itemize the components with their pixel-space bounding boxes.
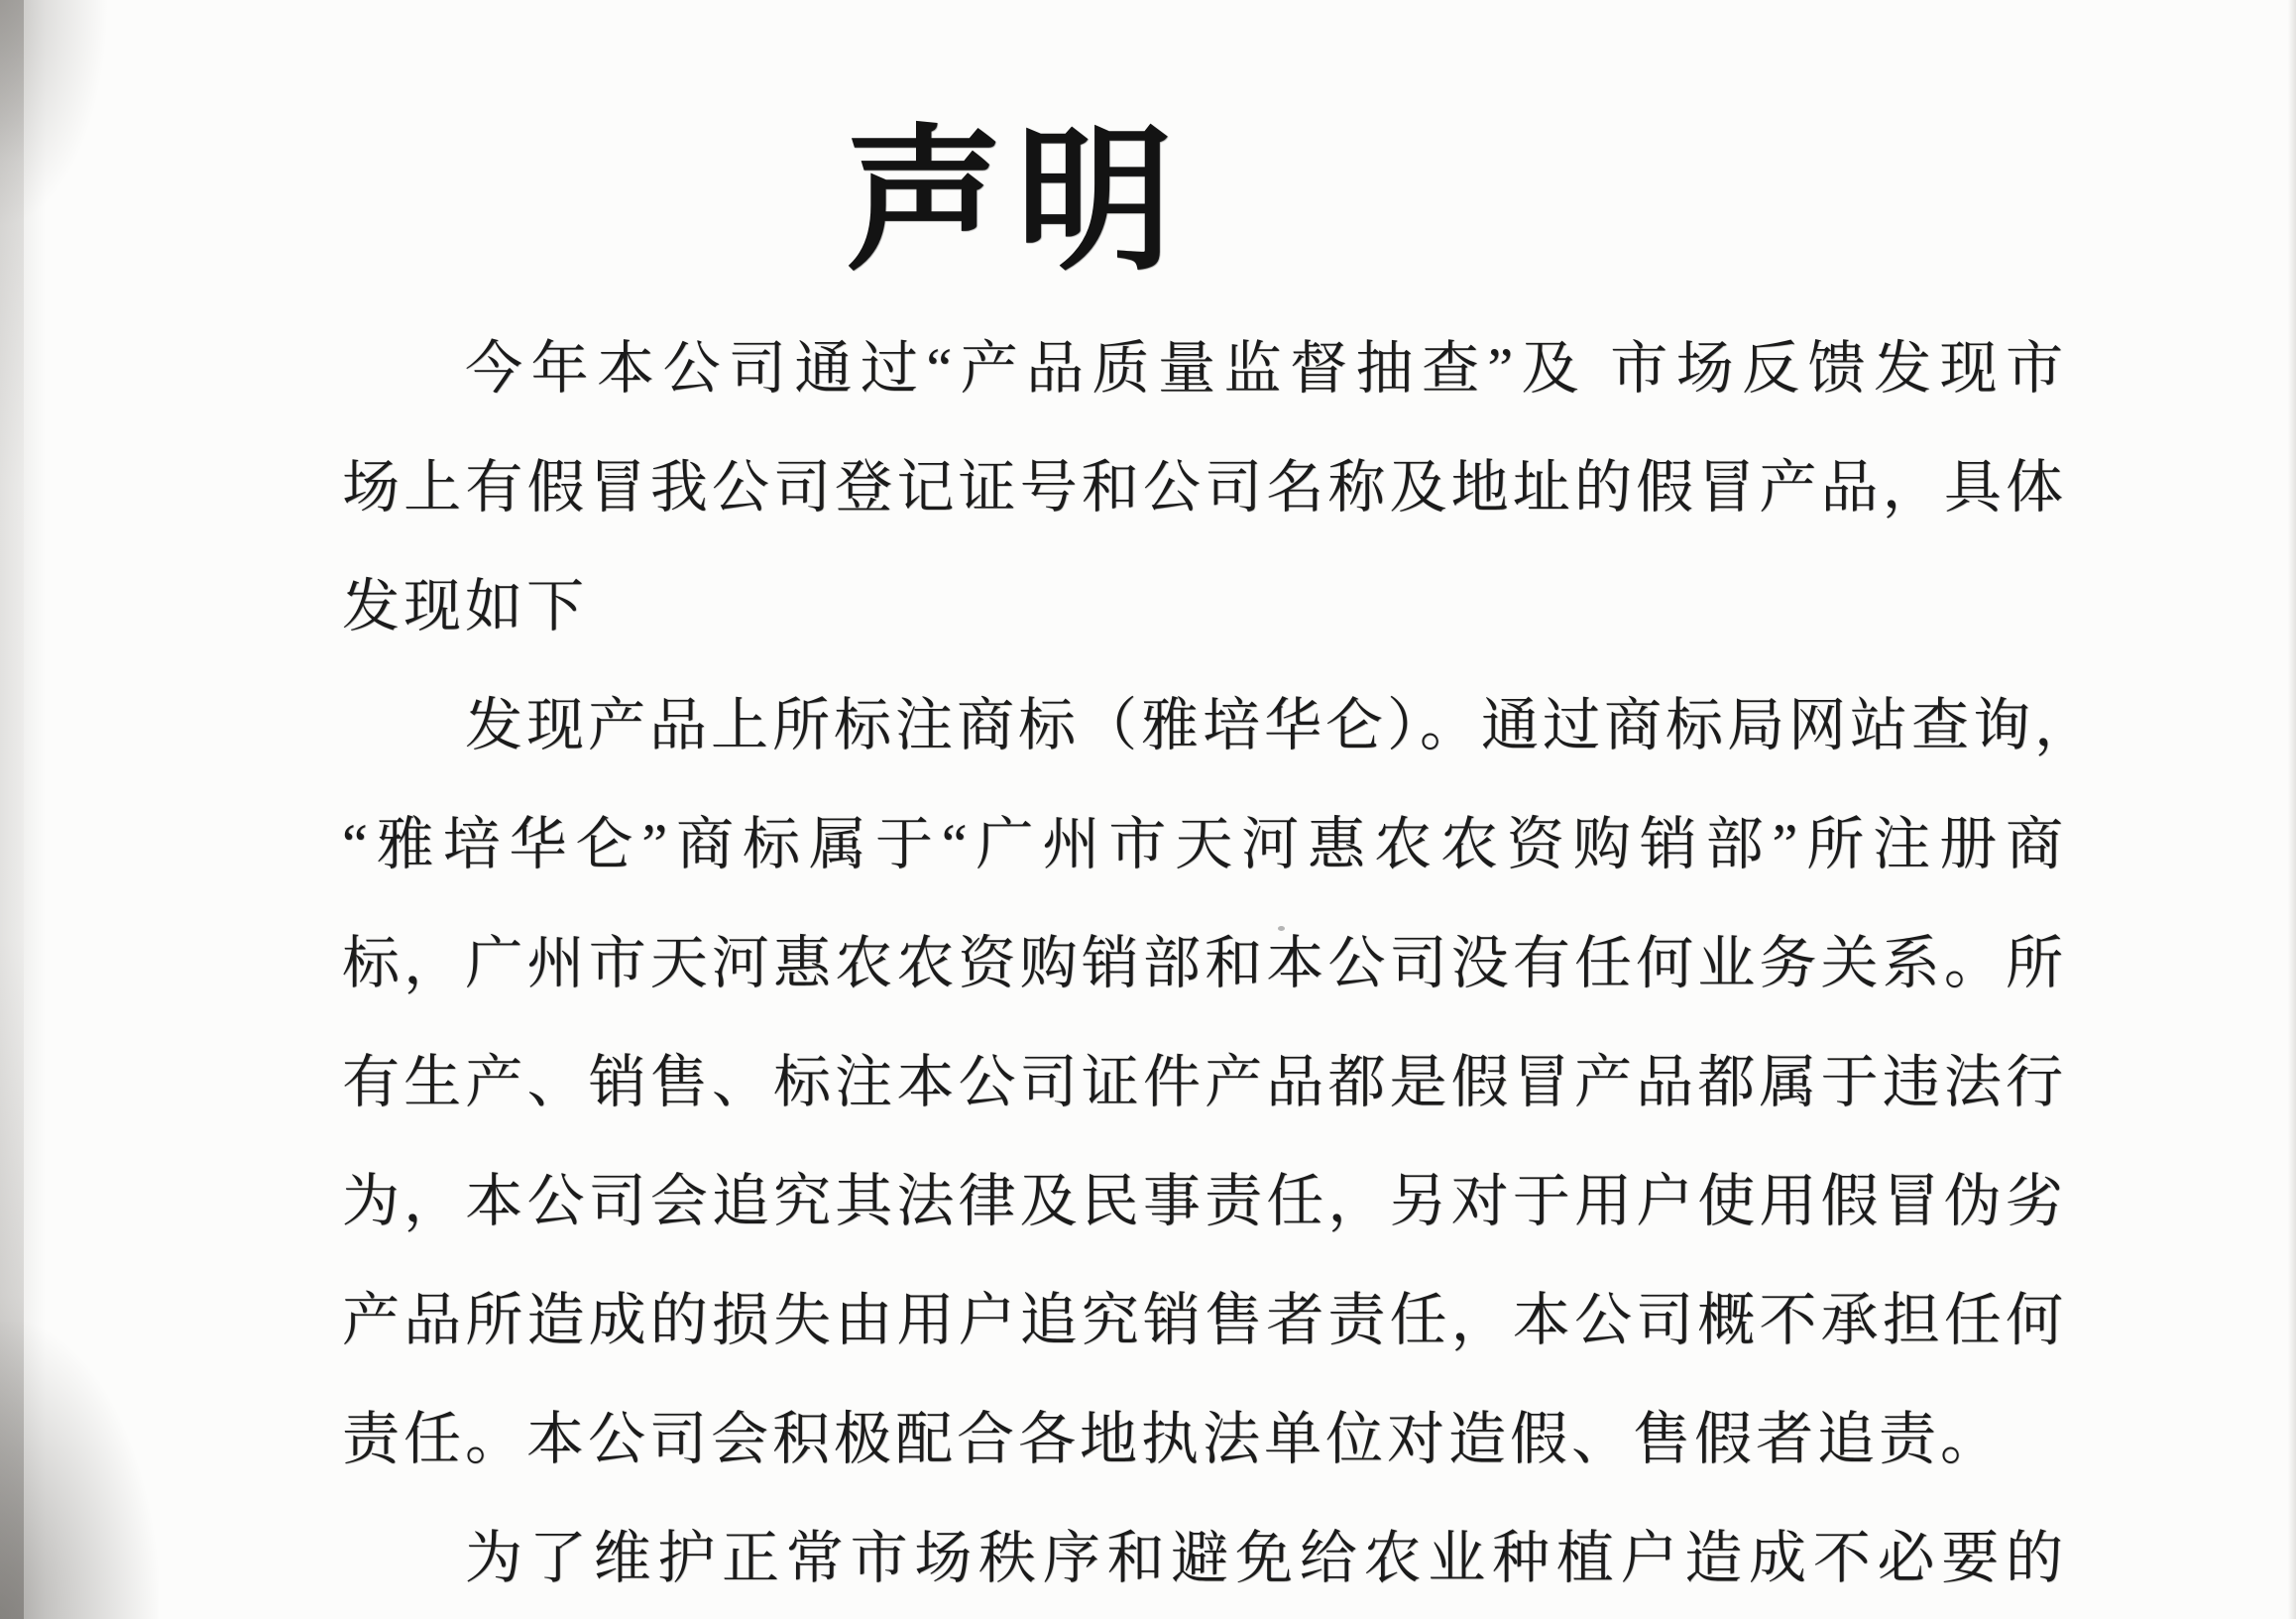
text-line: 标，广州市天河惠农农资购销部和本公司没有任何业务关系。所 [342, 931, 2067, 995]
text-line: 产品所造成的损失由用户追究销售者责任，本公司概不承担任何 [342, 1288, 2067, 1352]
text-line: 责任。本公司会积极配合各地执法单位对造假、售假者追责。 [342, 1407, 2003, 1471]
text-line: 发现产品上所标注商标（雅培华仑）。通过商标局网站查询， [465, 693, 2097, 757]
scan-shadow-bottom-left-corner [0, 1322, 159, 1619]
document-title: 声明 [846, 116, 1187, 289]
text-line: 场上有假冒我公司登记证号和公司名称及地址的假冒产品，具体 [342, 455, 2067, 520]
text-line: “雅培华仑”商标属于“广州市天河惠农农资购销部”所注册商 [342, 812, 2067, 876]
document-body [342, 309, 2097, 1618]
text-line: 有生产、销售、标注本公司证件产品都是假冒产品都属于违法行 [342, 1050, 2067, 1114]
text-line: 今年本公司通过“产品质量监督抽查”及 市场反馈发现市 [465, 336, 2067, 401]
text-line: 为，本公司会追究其法律及民事责任，另对于用户使用假冒伪劣 [342, 1169, 2067, 1233]
text-line: 发现如下 [342, 574, 589, 638]
scan-shadow-right-edge [2288, 0, 2296, 1619]
text-line: 为了维护正常市场秩序和避免给农业种植户造成不必要的 [465, 1526, 2067, 1590]
